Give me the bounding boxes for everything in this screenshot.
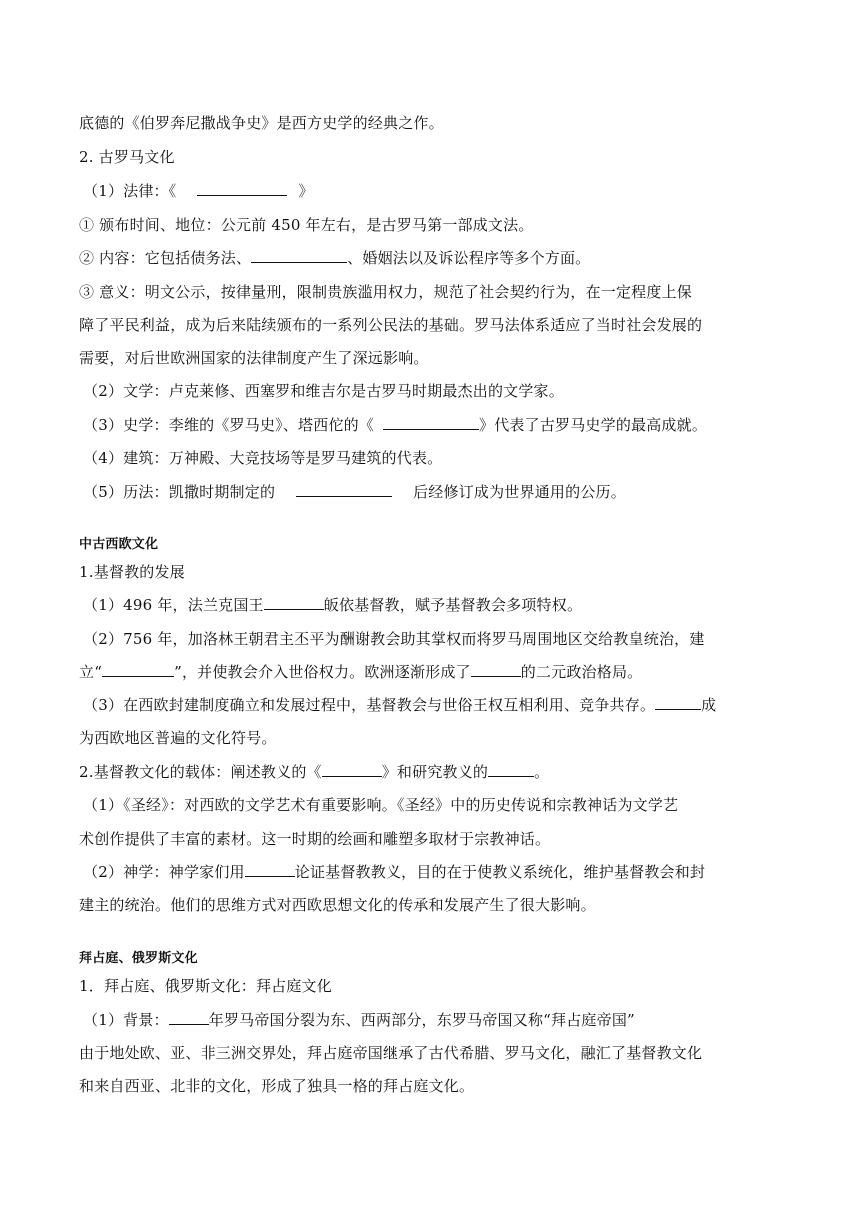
text: （2）神学：神学家们用 bbox=[83, 863, 245, 881]
fill-blank-calendar[interactable] bbox=[296, 481, 392, 497]
text: 立“ bbox=[79, 663, 103, 681]
text: 年罗马帝国分裂为东、西两部分，东罗马帝国又称“拜占庭帝国” bbox=[208, 1011, 635, 1029]
text: 术创作提供了丰富的素材。这一时期的绘画和雕塑多取材于宗教神话。 bbox=[79, 830, 551, 848]
text: 2.基督教文化的载体：阐述教义的《 bbox=[79, 763, 322, 781]
background-line3 bbox=[79, 1075, 789, 1097]
byzantine-culture-title bbox=[79, 975, 789, 997]
text: 》和研究教义的 bbox=[381, 763, 489, 781]
christianity-development-title bbox=[79, 561, 789, 583]
fill-blank-cultural-symbol[interactable] bbox=[655, 694, 701, 710]
medieval-europe-heading bbox=[79, 534, 789, 556]
christianity-item-3-line2 bbox=[79, 727, 789, 749]
text: 1.基督教的发展 bbox=[79, 563, 185, 581]
text: 底德的《伯罗奔尼撒战争史》是西方史学的经典之作。 bbox=[79, 114, 444, 132]
fill-blank-dual-politics[interactable] bbox=[471, 661, 521, 677]
law-point-3-line2 bbox=[79, 314, 789, 336]
bible-item-line1 bbox=[83, 794, 793, 816]
law-point-2 bbox=[79, 247, 789, 269]
text: （1）《圣经》：对西欧的文学艺术有重要影响。《圣经》中的历史传说和宗教神话为文学艺 bbox=[83, 796, 679, 814]
fill-blank-scripture[interactable] bbox=[322, 761, 382, 777]
background-line2 bbox=[79, 1042, 789, 1064]
law-item bbox=[83, 180, 793, 202]
text: 1．拜占庭、俄罗斯文化：拜占庭文化 bbox=[79, 977, 332, 995]
text: 、婚姻法以及诉讼程序等多个方面。 bbox=[347, 249, 591, 267]
text-line-thucydides bbox=[79, 112, 789, 134]
text: ② 内容：它包括债务法、 bbox=[79, 249, 252, 267]
text: （3）在西欧封建制度确立和发展过程中，基督教会与世俗王权互相利用、竞争共存。 bbox=[83, 696, 656, 714]
law-point-3-line1 bbox=[79, 281, 789, 303]
text: 》代表了古罗马史学的最高成就。 bbox=[479, 416, 708, 434]
byzantine-russia-heading bbox=[79, 948, 789, 970]
text: （1）496 年，法兰克国王 bbox=[83, 596, 264, 614]
architecture-item bbox=[83, 447, 793, 469]
text: （3）史学：李维的《罗马史》、塔西佗的《 bbox=[83, 416, 375, 434]
calendar-item bbox=[83, 481, 793, 503]
text: （2）756 年，加洛林王朝君主丕平为酬谢教会助其掌权而将罗马周围地区交给教皇统治，建 bbox=[83, 630, 705, 648]
theology-item-line2 bbox=[79, 894, 789, 916]
text: ① 颁布时间、地位：公元前 450 年左右，是古罗马第一部成文法。 bbox=[79, 216, 534, 234]
law-point-1 bbox=[79, 214, 789, 236]
background-item bbox=[83, 1009, 793, 1031]
christianity-item-1 bbox=[83, 594, 793, 616]
text: 2. 古罗马文化 bbox=[79, 148, 175, 166]
rome-section-title bbox=[79, 146, 789, 168]
christian-culture-carrier-title bbox=[79, 761, 789, 783]
text: 》 bbox=[298, 182, 314, 200]
text: 的二元政治格局。 bbox=[520, 663, 643, 681]
christianity-item-2-line1 bbox=[83, 628, 793, 650]
text: （5）历法：凯撒时期制定的 bbox=[83, 483, 276, 501]
text: 论证基督教教义，目的在于使教义系统化，维护基督教会和封 bbox=[294, 863, 706, 881]
law-point-3-line3 bbox=[79, 347, 789, 369]
text: 由于地处欧、亚、非三洲交界处，拜占庭帝国继承了古代希腊、罗马文化，融汇了基督教文化 bbox=[79, 1044, 703, 1062]
text: （2）文学：卢克莱修、西塞罗和维吉尔是古罗马时期最杰出的文学家。 bbox=[83, 382, 564, 400]
text: （4）建筑：万神殿、大竞技场等是罗马建筑的代表。 bbox=[83, 449, 443, 467]
text: 和来自西亚、北非的文化，形成了独具一格的拜占庭文化。 bbox=[79, 1077, 475, 1095]
text: 成 bbox=[701, 696, 717, 714]
bible-item-line2 bbox=[79, 828, 789, 850]
text: 建主的统治。他们的思维方式对西欧思想文化的传承和发展产生了很大影响。 bbox=[79, 896, 596, 914]
christianity-item-3-line1 bbox=[83, 694, 793, 716]
fill-blank-papal-state[interactable] bbox=[102, 661, 174, 677]
theology-item-line1 bbox=[83, 861, 793, 883]
text: 中古西欧文化 bbox=[79, 537, 159, 552]
text: （1）背景： bbox=[83, 1011, 169, 1029]
text: 。 bbox=[534, 763, 550, 781]
fill-blank-split-year[interactable] bbox=[169, 1009, 209, 1025]
text: 拜占庭、俄罗斯文化 bbox=[79, 951, 198, 966]
christianity-item-2-line2 bbox=[79, 661, 789, 683]
fill-blank-tacitus-work[interactable] bbox=[383, 414, 479, 430]
text: ”，并使教会介入世俗权力。欧洲逐渐形成了 bbox=[174, 663, 471, 681]
text: 为西欧地区普遍的文化符号。 bbox=[79, 729, 277, 747]
fill-blank-law-content[interactable] bbox=[251, 247, 347, 263]
text: 需要，对后世欧洲国家的法律制度产生了深远影响。 bbox=[79, 349, 429, 367]
text: （1）法律：《 bbox=[83, 182, 177, 200]
text: 障了平民利益，成为后来陆续颁布的一系列公民法的基础。罗马法体系适应了当时社会发展的 bbox=[79, 316, 703, 334]
fill-blank-study[interactable] bbox=[488, 761, 534, 777]
history-item bbox=[83, 414, 793, 436]
text: 皈依基督教，赋予基督教会多项特权。 bbox=[323, 596, 583, 614]
fill-blank-law-name[interactable] bbox=[197, 180, 287, 196]
fill-blank-frankish-king[interactable] bbox=[264, 594, 324, 610]
fill-blank-theology-method[interactable] bbox=[245, 861, 295, 877]
literature-item bbox=[83, 380, 793, 402]
text: 后经修订成为世界通用的公历。 bbox=[413, 483, 626, 501]
text: ③ 意义：明文公示，按律量刑，限制贵族滥用权力，规范了社会契约行为，在一定程度上保 bbox=[79, 283, 692, 301]
